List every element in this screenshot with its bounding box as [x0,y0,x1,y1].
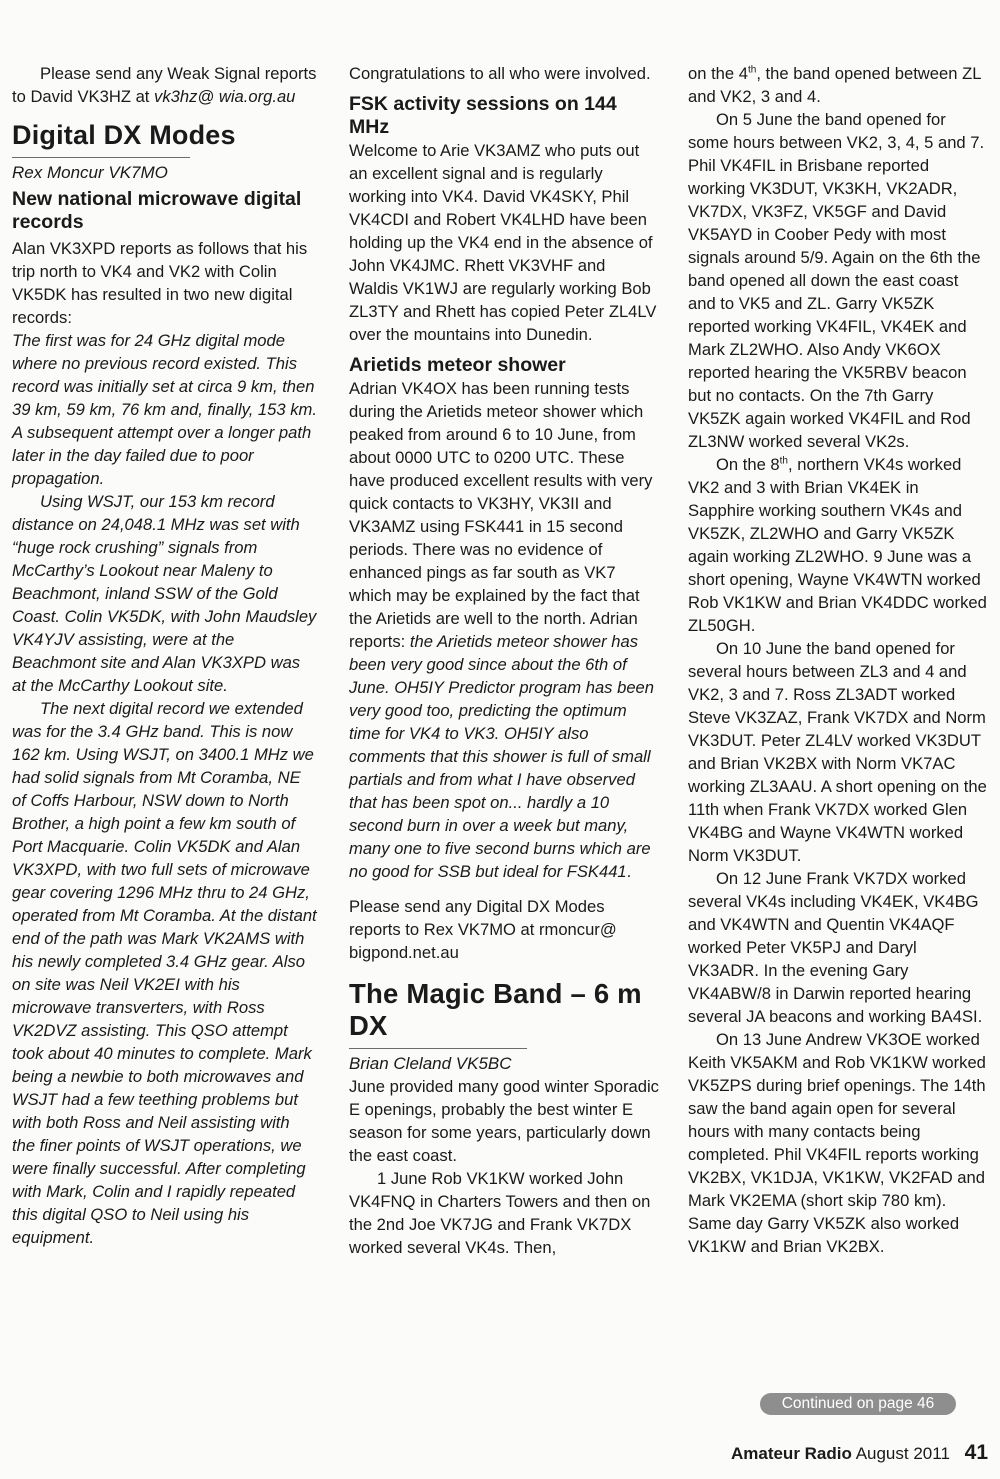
paragraph: On 5 June the band opened for some hours between VK2, 3, 4, 5 and 7. Phil VK4FIL in Brisbane reported working VK3DUT, VK3KH, VK2ADR, VK7DX, VK3FZ, VK5GF and David VK5AYD in Coober Pedy with most signals around 5/9. Again on the 6th the band opened all down the east coast and to VK5 and ZL. Garry VK5ZK reported working VK4FIL, VK4EK and Mark ZL2WHO. Also Andy VK6OX reported hearing the VK5RBV beacon but no contacts. On the 7th Garry VK5ZK again worked VK4FIL and Rod ZL3NW worked several VK2s. [688,110,985,451]
weak-signal-note: Please send any Weak Signal reports to David VK3HZ at vk3hz@ wia.org.au [12,64,317,106]
paragraph: On 13 June Andrew VK3OE worked Keith VK5AKM and Rob VK1KW worked VK5ZPS during brief openings. The 14th saw the band again open for several hours with many contacts being completed. Phil VK4FIL reports working VK2BX, VK1DJA, VK1KW, VK2FAD and Mark VK2EMA (short skip 780 km). Same day Garry VK5ZK also worked VK1KW and Brian VK2BX. [688,1030,986,1256]
section-title-digital-dx: Digital DX Modes [12,120,236,150]
paragraph: On 10 June the band opened for several hours between ZL3 and 4 and VK2, 3 and 7. Ross ZL3ADT worked Steve VK3ZAZ, Frank VK7DX and Norm VK3DUT. Peter ZL4LV worked VK3DUT and Brian VK2BX with Norm VK7AC working ZL3AAU. A short opening on the 11th when Frank VK7DX worked Glen VK4BG and Wayne VK4WTN worked Norm VK3DUT. [688,639,987,865]
subheading-microwave-records: New national microwave digital records [12,188,302,233]
column-1 [12,62,317,1249]
paragraph: Alan VK3XPD reports as follows that his trip north to VK4 and VK2 with Colin VK5DK has resulted in two new digital records: [12,239,308,327]
author-byline: Rex Moncur VK7MO [12,163,168,182]
paragraph: Congratulations to all who were involved. [349,64,651,83]
issue-date: August 2011 [855,1444,950,1463]
title-divider [349,1048,527,1049]
page-number: 41 [964,1441,988,1464]
paragraph: Welcome to Arie VK3AMZ who puts out an excellent signal and is regularly working into VK4. David VK4SKY, Phil VK4CDI and Robert VK4LHD have been holding up the VK4 end in the absence of John VK4JMC. Rhett VK3VHF and Waldis VK1WJ are regularly working Bob ZL3TY and Rhett has copied Peter ZL4LV over the mountains into Dunedin. [349,141,657,344]
continued-on-page-link[interactable]: Continued on page 46 [760,1393,956,1415]
paragraph: Please send any Digital DX Modes reports to Rex VK7MO at rmoncur@ bigpond.net.au [349,897,617,962]
subheading-arietids: Arietids meteor shower [349,354,566,376]
quote-paragraph: Using WSJT, our 153 km record distance on 24,048.1 MHz was set with “huge rock crushing” signals from McCarthy’s Lookout near Maleny to Beachmont, inland SSW of the Gold Coast. Colin VK5DK, with John Maudsley VK4YJV assisting, were at the Beachmont site and Alan VK3XPD was at the McCarthy Lookout site. [12,492,317,695]
column-3 [688,62,988,1258]
publication-name: Amateur Radio [730,1444,852,1463]
subheading-fsk-sessions: FSK activity sessions on 144 MHz [349,93,617,138]
section-title-magic-band: The Magic Band – 6 m DX [349,978,642,1041]
paragraph: June provided many good winter Sporadic E openings, probably the best winter E season for some years, particularly down the east coast. [349,1077,659,1165]
title-divider [12,157,190,158]
paragraph: On the 8th, northern VK4s worked VK2 and 3 with Brian VK4EK in Sapphire working southern VK4s and VK5ZK, ZL2WHO and Garry VK5ZK again working ZL2WHO. 9 June was a short opening, Wayne VK4WTN worked Rob VK1KW and Brian VK4DDC worked ZL50GH. [688,455,987,635]
quote-paragraph: The first was for 24 GHz digital mode where no previous record existed. This record was initially set at circa 9 km, then 39 km, 59 km, 76 km and, finally, 153 km. A subsequent attempt over a longer path later in the day failed due to poor propagation. [12,331,317,488]
email-link[interactable]: vk3hz@ wia.org.au [154,87,296,106]
quote-paragraph: The next digital record we extended was for the 3.4 GHz band. This is now 162 km. Using WSJT, on 3400.1 MHz we had solid signals from Mt Coramba, NE of Coffs Harbour, NSW down to North Brother, a high point a few km south of Port Macquarie. Colin VK5DK and Alan VK3XPD, with two full sets of microwave gear covering 1296 MHz thru to 24 GHz, operated from Mt Coramba. At the distant end of the path was Mark VK2AMS with his newly completed 3.4 GHz gear. Also on site was Neil VK2EI with his microwave transverters, with Ross VK2DVZ assisting. This QSO attempt took about 40 minutes to complete. Mark being a newbie to both microwaves and WSJT had a few teething problems but with both Ross and Neil assisting with the finer points of WSJT operations, we were finally successful. After completing with Mark, Colin and I rapidly repeated this digital QSO to Neil using his equipment. [12,699,317,1247]
column-2 [349,62,659,1259]
page-footer [731,1441,988,1466]
paragraph: on the 4th, the band opened between ZL and VK2, 3 and 4. [688,64,981,106]
paragraph: On 12 June Frank VK7DX worked several VK4s including VK4EK, VK4BG and VK4WTN and Quentin VK4AQF worked Peter VK5PJ and Daryl VK3ADR. In the evening Gary VK4ABW/8 in Darwin reported hearing several JA beacons and working BA4SI. [688,869,983,1026]
paragraph: Adrian VK4OX has been running tests during the Arietids meteor shower which peaked from around 6 to 10 June, from about 0000 UTC to 0200 UTC. These have produced excellent results with very quick contacts to VK3HY, VK3II and VK3AMZ using FSK441 in 15 second periods. There was no evidence of enhanced pings as far south as VK7 which may be explained by the fact that the Arietids are well to the north. Adrian reports: the Arietids meteor shower has been very good since about the 6th of June. OH5IY Predictor program has been very good too, predicting the optimum time for VK4 to VK3. OH5IY also comments that this shower is full of small partials and from what I have observed that has been spot on... hardly a 10 second burn in over a week but many, many one to five second burns which are no good for SSB but ideal for FSK441. [349,379,654,881]
author-byline: Brian Cleland VK5BC [349,1054,512,1073]
paragraph: 1 June Rob VK1KW worked John VK4FNQ in Charters Towers and then on the 2nd Joe VK7JG and Frank VK7DX worked several VK4s. Then, [349,1169,651,1257]
